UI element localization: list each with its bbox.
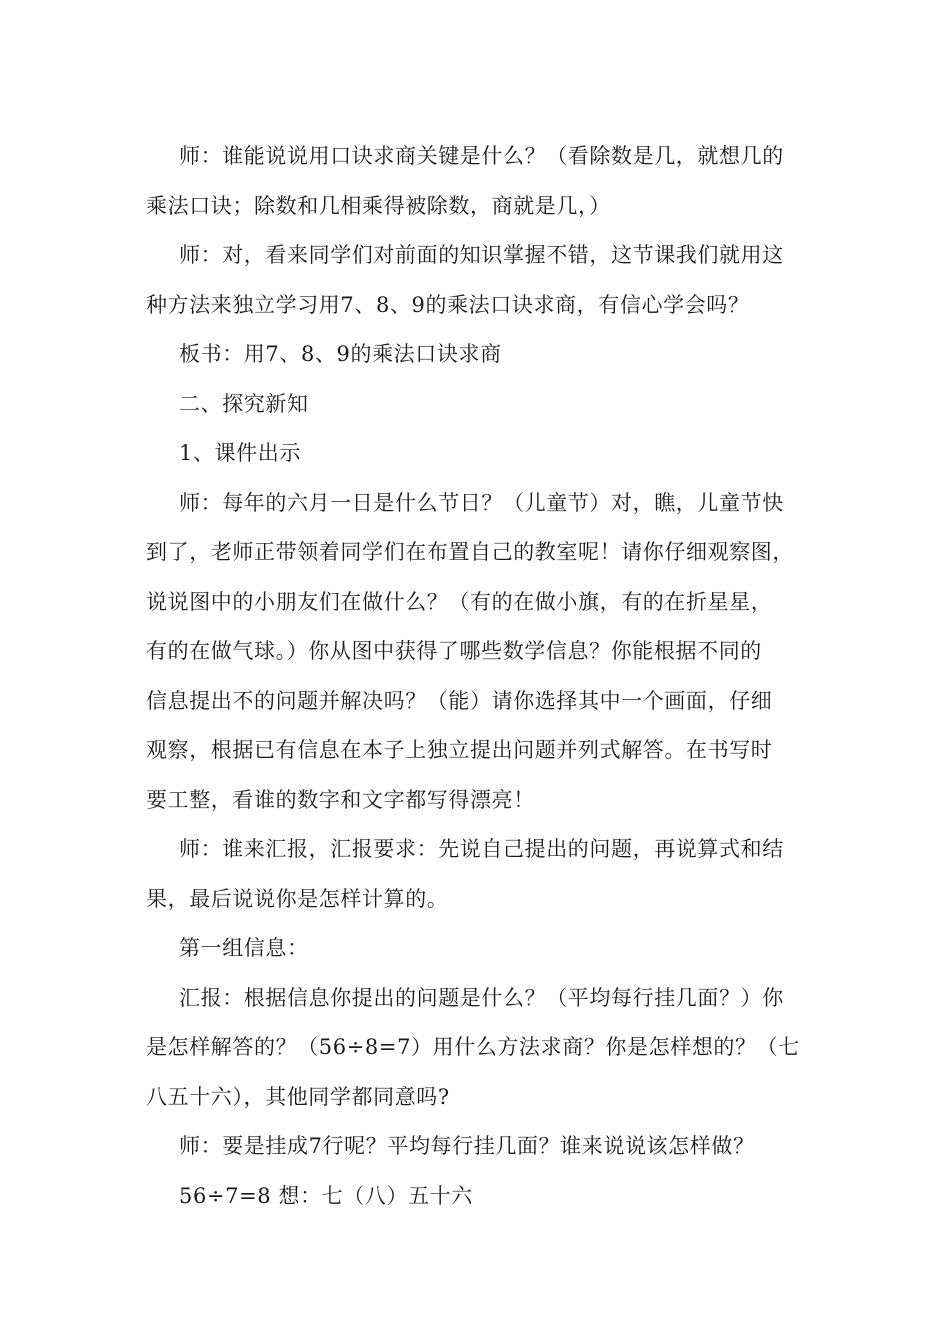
text-line: 果，最后说说你是怎样计算的。 [146, 886, 449, 911]
paragraph-11 [146, 1172, 826, 1222]
paragraph-9 [146, 974, 826, 1123]
paragraph-7 [146, 825, 826, 924]
text-line: 八五十六），其他同学都同意吗? [146, 1084, 450, 1109]
text-line: 观察，根据已有信息在本子上独立提出问题并列式解答。在书写时 [146, 738, 773, 762]
text-line: 是怎样解答的？（56÷8=7）用什么方法求商？你是怎样想的？（七 [146, 1035, 800, 1059]
text-line: 师：谁能说说用口诀求商关键是什么？（看除数是几，就想几的 [179, 144, 784, 168]
text-line: 要工整，看谁的数字和文字都写得漂亮！ [146, 787, 535, 812]
paragraph-3 [146, 330, 826, 380]
paragraph-2 [146, 231, 826, 330]
document-page [146, 132, 826, 1221]
subsection-heading [146, 429, 826, 479]
paragraph-10 [146, 1122, 826, 1172]
paragraph-1 [146, 132, 826, 231]
text-line: 板书：用7、8、9的乘法口诀求商 [179, 342, 502, 366]
text-line: 56÷7=8 想：七（八）五十六 [179, 1183, 473, 1208]
text-line: 信息提出不的问题并解决吗？（能）请你选择其中一个画面，仔细 [146, 688, 773, 713]
text-line: 第一组信息： [179, 936, 309, 960]
text-line: 乘法口诀；除数和几相乘得被除数，商就是几，） [146, 193, 611, 218]
text-line: 说说图中的小朋友们在做什么？（有的在做小旗，有的在折星星， [146, 589, 773, 614]
text-line: 师：要是挂成7行呢？平均每行挂几面？谁来说说该怎样做？ [179, 1134, 755, 1158]
text-line: 二、探究新知 [179, 391, 309, 416]
text-line: 师：谁来汇报，汇报要求：先说自己提出的问题，再说算式和结 [179, 837, 784, 861]
text-line: 有的在做气球。）你从图中获得了哪些数学信息？你能根据不同的 [146, 639, 762, 663]
text-line: 到了，老师正带领着同学们在布置自己的教室呢！请你仔细观察图， [146, 540, 794, 564]
text-line: 师：对，看来同学们对前面的知识掌握不错，这节课我们就用这 [179, 243, 784, 267]
paragraph-6 [146, 479, 826, 826]
paragraph-8 [146, 924, 826, 974]
text-line: 种方法来独立学习用7、8、9的乘法口诀求商，有信心学会吗？ [146, 292, 750, 317]
text-line: 师：每年的六月一日是什么节日？（儿童节）对，瞧，儿童节快 [179, 490, 784, 515]
text-line: 1、课件出示 [179, 441, 301, 465]
section-heading [146, 380, 826, 430]
text-line: 汇报：根据信息你提出的问题是什么？（平均每行挂几面？）你 [179, 985, 784, 1010]
